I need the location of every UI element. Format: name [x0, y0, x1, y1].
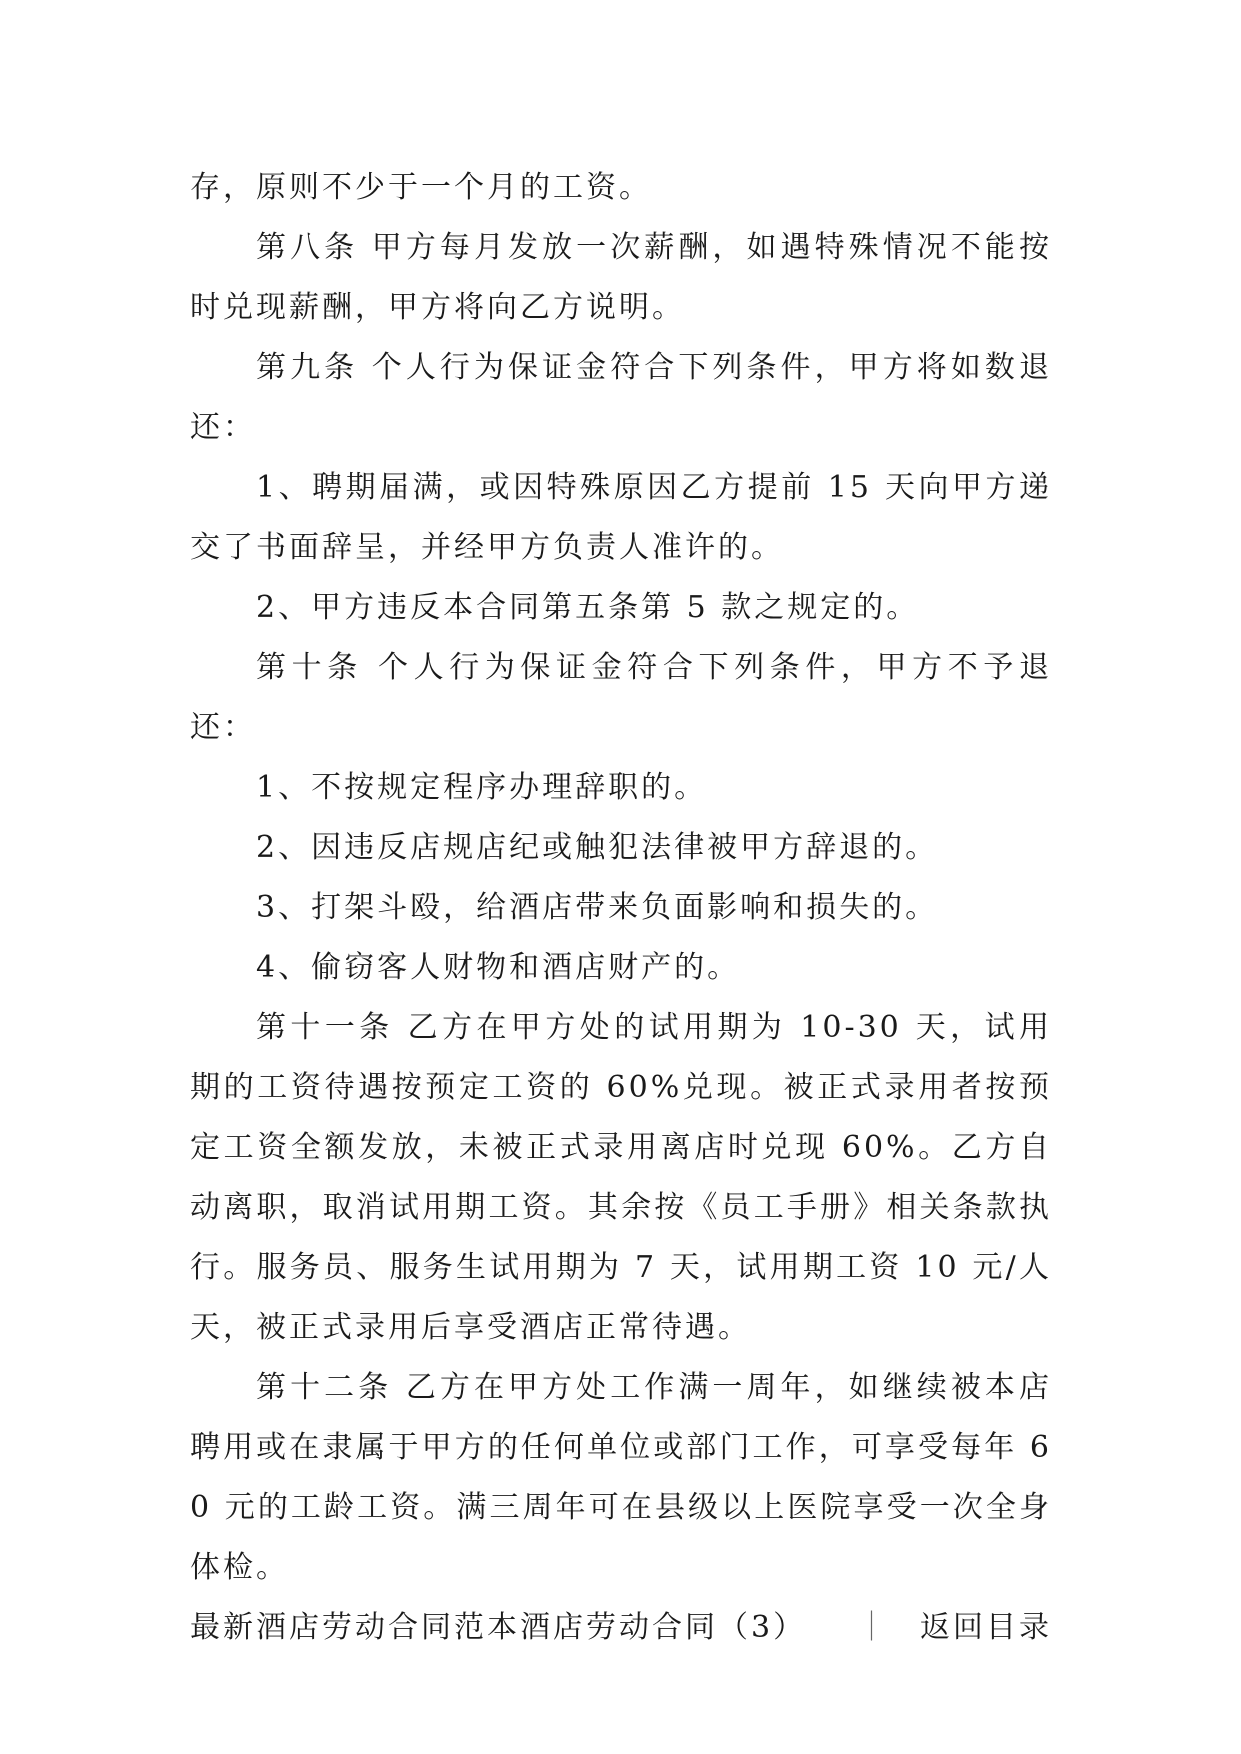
paragraph-12: 第十二条 乙方在甲方处工作满一周年，如继续被本店聘用或在隶属于甲方的任何单位或部门工作，可享受每年 60 元的工龄工资。满三周年可在县级以上医院享受一次全身体检。 — [190, 1370, 1052, 1585]
document-body — [190, 158, 1052, 1658]
paragraph-3: 第九条 个人行为保证金符合下列条件，甲方将如数退还： — [190, 350, 1052, 445]
paragraph-7: 1、不按规定程序办理辞职的。 — [256, 770, 708, 805]
paragraph-5: 2、甲方违反本合同第五条第 5 款之规定的。 — [256, 590, 920, 625]
paragraph-11: 第十一条 乙方在甲方处的试用期为 10-30 天，试用期的工资待遇按预定工资的 60%兑现。被正式录用者按预定工资全额发放，未被正式录用离店时兑现 60%。乙方自动离职，取消试用期工资。其余按《员工手册》相关条款执行。服务员、服务生试用期为 7 天，试用期工资 10 元/人天，被正式录用后享受酒店正常待遇。 — [190, 1010, 1052, 1345]
next-document-title-link[interactable]: 最新酒店劳动合同范本酒店劳动合同（3） — [190, 1610, 807, 1645]
paragraph-2: 第八条 甲方每月发放一次薪酬，如遇特殊情况不能按时兑现薪酬，甲方将向乙方说明。 — [190, 230, 1052, 325]
paragraph-10: 4、偷窃客人财物和酒店财产的。 — [256, 950, 741, 985]
paragraph-9: 3、打架斗殴，给酒店带来负面影响和损失的。 — [256, 890, 939, 925]
paragraph-4: 1、聘期届满，或因特殊原因乙方提前 15 天向甲方递交了书面辞呈，并经甲方负责人准许的。 — [190, 470, 1052, 565]
back-to-contents-link[interactable]: 返回目录 — [920, 1610, 1052, 1645]
paragraph-8: 2、因违反店规店纪或触犯法律被甲方辞退的。 — [256, 830, 939, 865]
paragraph-6: 第十条 个人行为保证金符合下列条件，甲方不予退还： — [190, 650, 1052, 745]
footer-navigation — [190, 1598, 1052, 1658]
footer-separator: ｜ — [856, 1610, 890, 1645]
paragraph-1: 存，原则不少于一个月的工资。 — [190, 170, 652, 205]
